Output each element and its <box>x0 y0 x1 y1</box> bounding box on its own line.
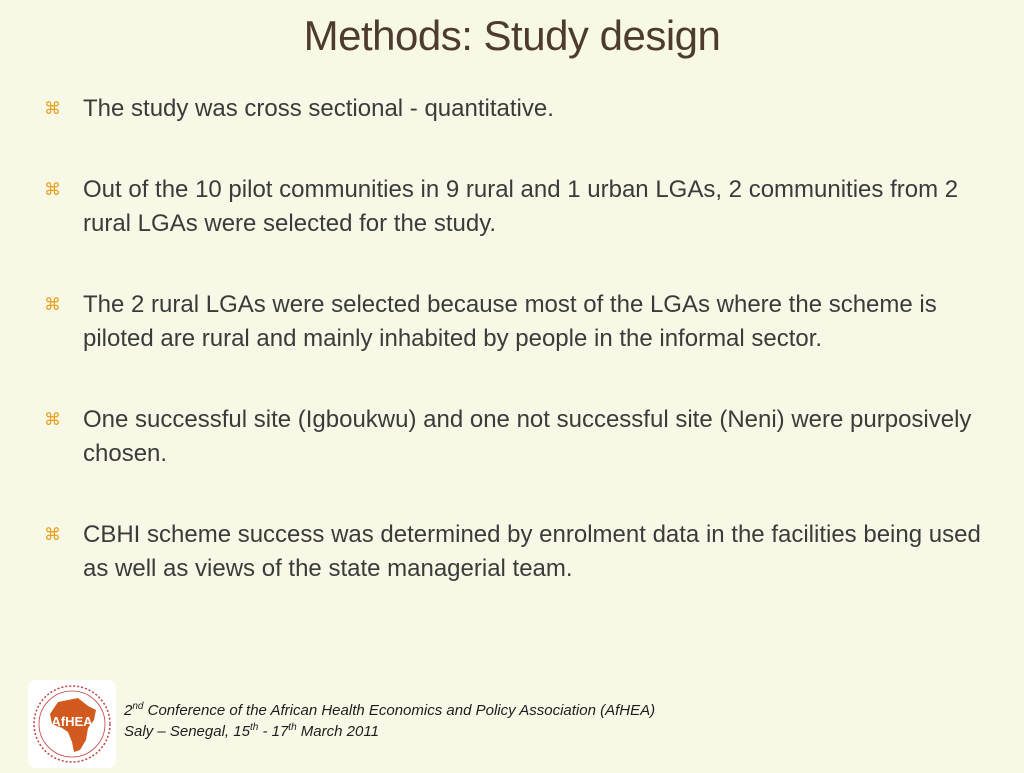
cross-bullet-icon: ⌘ <box>44 99 61 118</box>
slide-title: Methods: Study design <box>303 12 721 59</box>
bullet-text: CBHI scheme success was determined by enrolment data in the facilities being used as well as views of the state managerial team. <box>83 521 981 582</box>
footer-date-suffix: th <box>249 722 259 733</box>
bullet-item <box>42 173 1007 241</box>
bullet-text: Out of the 10 pilot communities in 9 rural and 1 urban LGAs, 2 communities from 2 rural LGAs were selected for the study. <box>83 176 959 237</box>
cross-bullet-icon: ⌘ <box>44 295 61 314</box>
footer-month-year: March 2011 <box>296 723 379 740</box>
bullet-text: The study was cross sectional - quantitative. <box>83 95 554 122</box>
bullet-text: The 2 rural LGAs were selected because most of the LGAs where the scheme is piloted are rural and mainly inhabited by people in the informal sector. <box>83 291 937 352</box>
footer-ordinal: 2 <box>124 702 133 719</box>
cross-bullet-icon: ⌘ <box>44 410 61 429</box>
bullet-item <box>42 403 1007 471</box>
bullet-item <box>42 518 1007 586</box>
footer-date-end: - 17 <box>258 723 289 740</box>
cross-bullet-icon: ⌘ <box>44 525 61 544</box>
bullet-list <box>42 92 1007 586</box>
bullet-item <box>42 288 1007 356</box>
footer-conference-name: Conference of the African Health Economics and Policy Association (AfHEA) <box>143 702 656 719</box>
footer-line-2 <box>124 721 655 742</box>
cross-bullet-icon: ⌘ <box>44 180 61 199</box>
afhea-logo-icon <box>28 680 116 768</box>
bullet-text: One successful site (Igboukwu) and one not successful site (Neni) were purposively chosen. <box>83 406 972 467</box>
footer-line-1 <box>124 700 655 721</box>
footer-ordinal-suffix: nd <box>132 701 144 712</box>
bullet-item <box>42 92 1007 126</box>
conference-footer <box>124 700 655 742</box>
logo-text: AfHEA <box>51 714 93 729</box>
footer-location-start: Saly – Senegal, 15 <box>124 723 250 740</box>
afhea-logo <box>28 680 116 768</box>
footer-date-suffix: th <box>288 722 297 733</box>
